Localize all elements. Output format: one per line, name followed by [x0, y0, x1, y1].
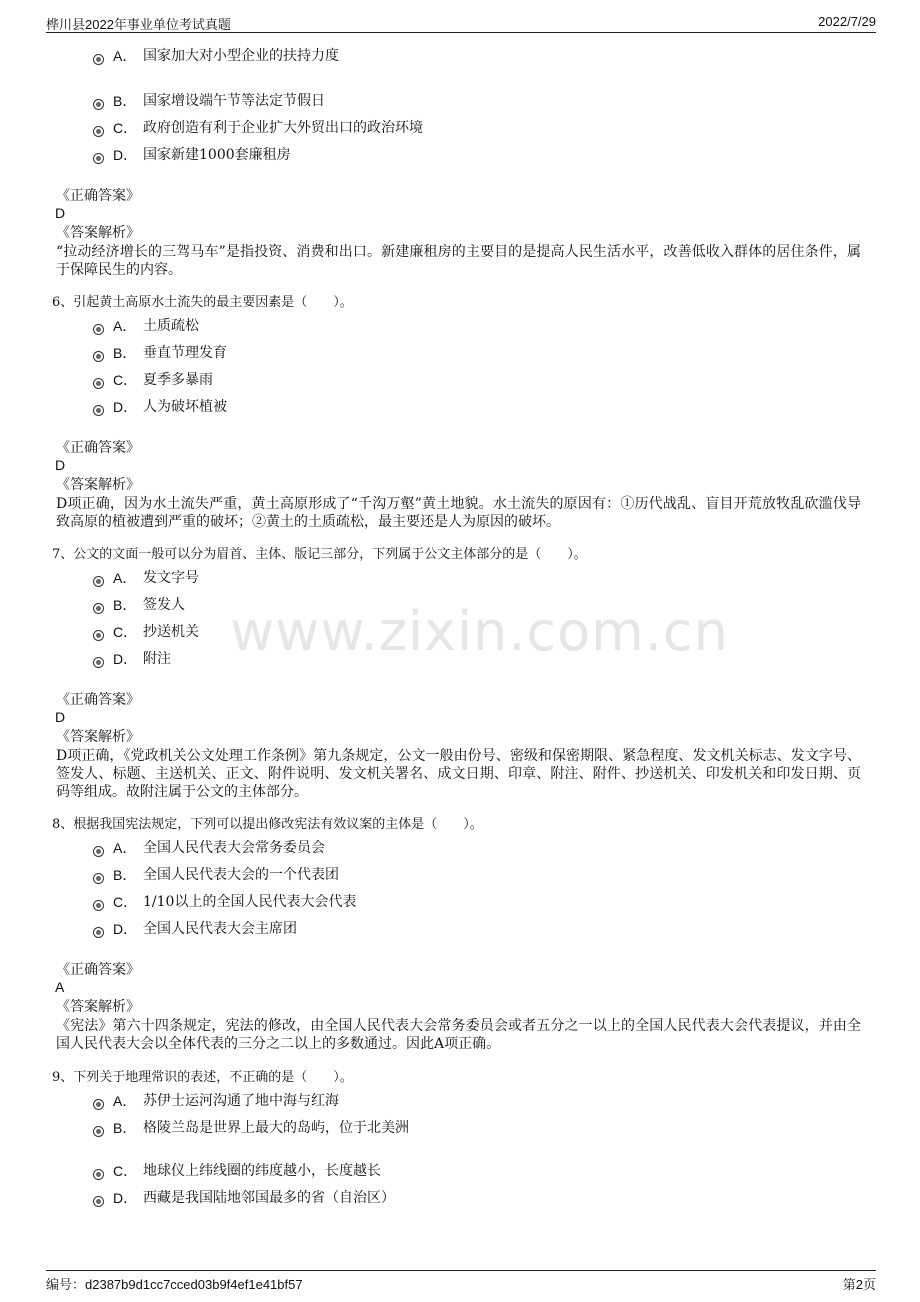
radio-icon[interactable]: [93, 99, 104, 110]
radio-icon[interactable]: [93, 1126, 104, 1137]
q6-answer: D: [55, 457, 66, 473]
radio-icon[interactable]: [93, 153, 104, 164]
radio-icon[interactable]: [93, 1099, 104, 1110]
q8-question: 8、根据我国宪法规定，下列可以提出修改宪法有效议案的主体是（ ）。: [52, 817, 483, 832]
radio-icon[interactable]: [93, 576, 104, 587]
radio-icon[interactable]: [93, 378, 104, 389]
q6-answer-label: 《正确答案》: [56, 440, 140, 456]
page-number: 第2页: [842, 1277, 876, 1292]
document-code: 编号：d2387b9d1cc7cced03b9f4ef1e41bf57: [46, 1277, 303, 1292]
q8-answer: A: [55, 979, 65, 995]
radio-icon[interactable]: [93, 846, 104, 857]
document-date: 2022/7/29: [818, 14, 876, 29]
q7-answer-label: 《正确答案》: [56, 692, 140, 708]
q7-analysis-label: 《答案解析》: [56, 729, 140, 745]
document-title: 桦川县2022年事业单位考试真题: [46, 17, 231, 32]
q5-answer: D: [55, 205, 66, 221]
q7-question: 7、公文的文面一般可以分为眉首、主体、版记三部分，下列属于公文主体部分的是（ ）。: [52, 547, 587, 562]
q8-answer-label: 《正确答案》: [56, 962, 140, 978]
radio-icon[interactable]: [93, 1196, 104, 1207]
radio-icon[interactable]: [93, 927, 104, 938]
page-footer: [46, 1270, 876, 1293]
radio-icon[interactable]: [93, 873, 104, 884]
watermark: www.zixin.com.cn: [230, 600, 729, 663]
radio-icon[interactable]: [93, 351, 104, 362]
q8-analysis-label: 《答案解析》: [56, 999, 140, 1015]
radio-icon[interactable]: [93, 630, 104, 641]
radio-icon[interactable]: [93, 405, 104, 416]
radio-icon[interactable]: [93, 900, 104, 911]
page-header: [46, 12, 876, 33]
q6-question: 6、引起黄土高原水土流失的最主要因素是（ ）。: [52, 295, 353, 310]
radio-icon[interactable]: [93, 324, 104, 335]
radio-icon[interactable]: [93, 603, 104, 614]
q8-analysis: 《宪法》第六十四条规定，宪法的修改，由全国人民代表大会常务委员会或者五分之一以上的全国人民代表大会代表提议，并由全国人民代表大会以全体代表的三分之二以上的多数通过。因此A项正确。: [56, 1018, 861, 1052]
radio-icon[interactable]: [93, 1169, 104, 1180]
radio-icon[interactable]: [93, 657, 104, 668]
q5-analysis-label: 《答案解析》: [56, 225, 140, 241]
radio-icon[interactable]: [93, 54, 104, 65]
q6-analysis: D项正确，因为水土流失严重，黄土高原形成了“千沟万壑”黄土地貌。水土流失的原因有：①历代战乱、盲目开荒放牧乱砍滥伐导致高原的植被遭到严重的破坏；②黄土的土质疏松，最主要还是人为原因的破坏。: [56, 496, 861, 530]
q5-analysis: “拉动经济增长的三驾马车”是指投资、消费和出口。新建廉租房的主要目的是提高人民生活水平，改善低收入群体的居住条件，属于保障民生的内容。: [56, 244, 861, 278]
radio-icon[interactable]: [93, 126, 104, 137]
q6-analysis-label: 《答案解析》: [56, 477, 140, 493]
q9-question: 9、下列关于地理常识的表述，不正确的是（ ）。: [52, 1070, 353, 1085]
q7-analysis: D项正确，《党政机关公文处理工作条例》第九条规定，公文一般由份号、密级和保密期限、紧急程度、发文机关标志、发文字号、签发人、标题、主送机关、正文、附件说明、发文机关署名、成文日期、印章、附注、附件、抄送机关、印发机关和印发日期、页码等组成。故附注属于公文的主体部分。: [56, 748, 861, 800]
q5-answer-label: 《正确答案》: [56, 188, 140, 204]
q7-answer: D: [55, 709, 66, 725]
